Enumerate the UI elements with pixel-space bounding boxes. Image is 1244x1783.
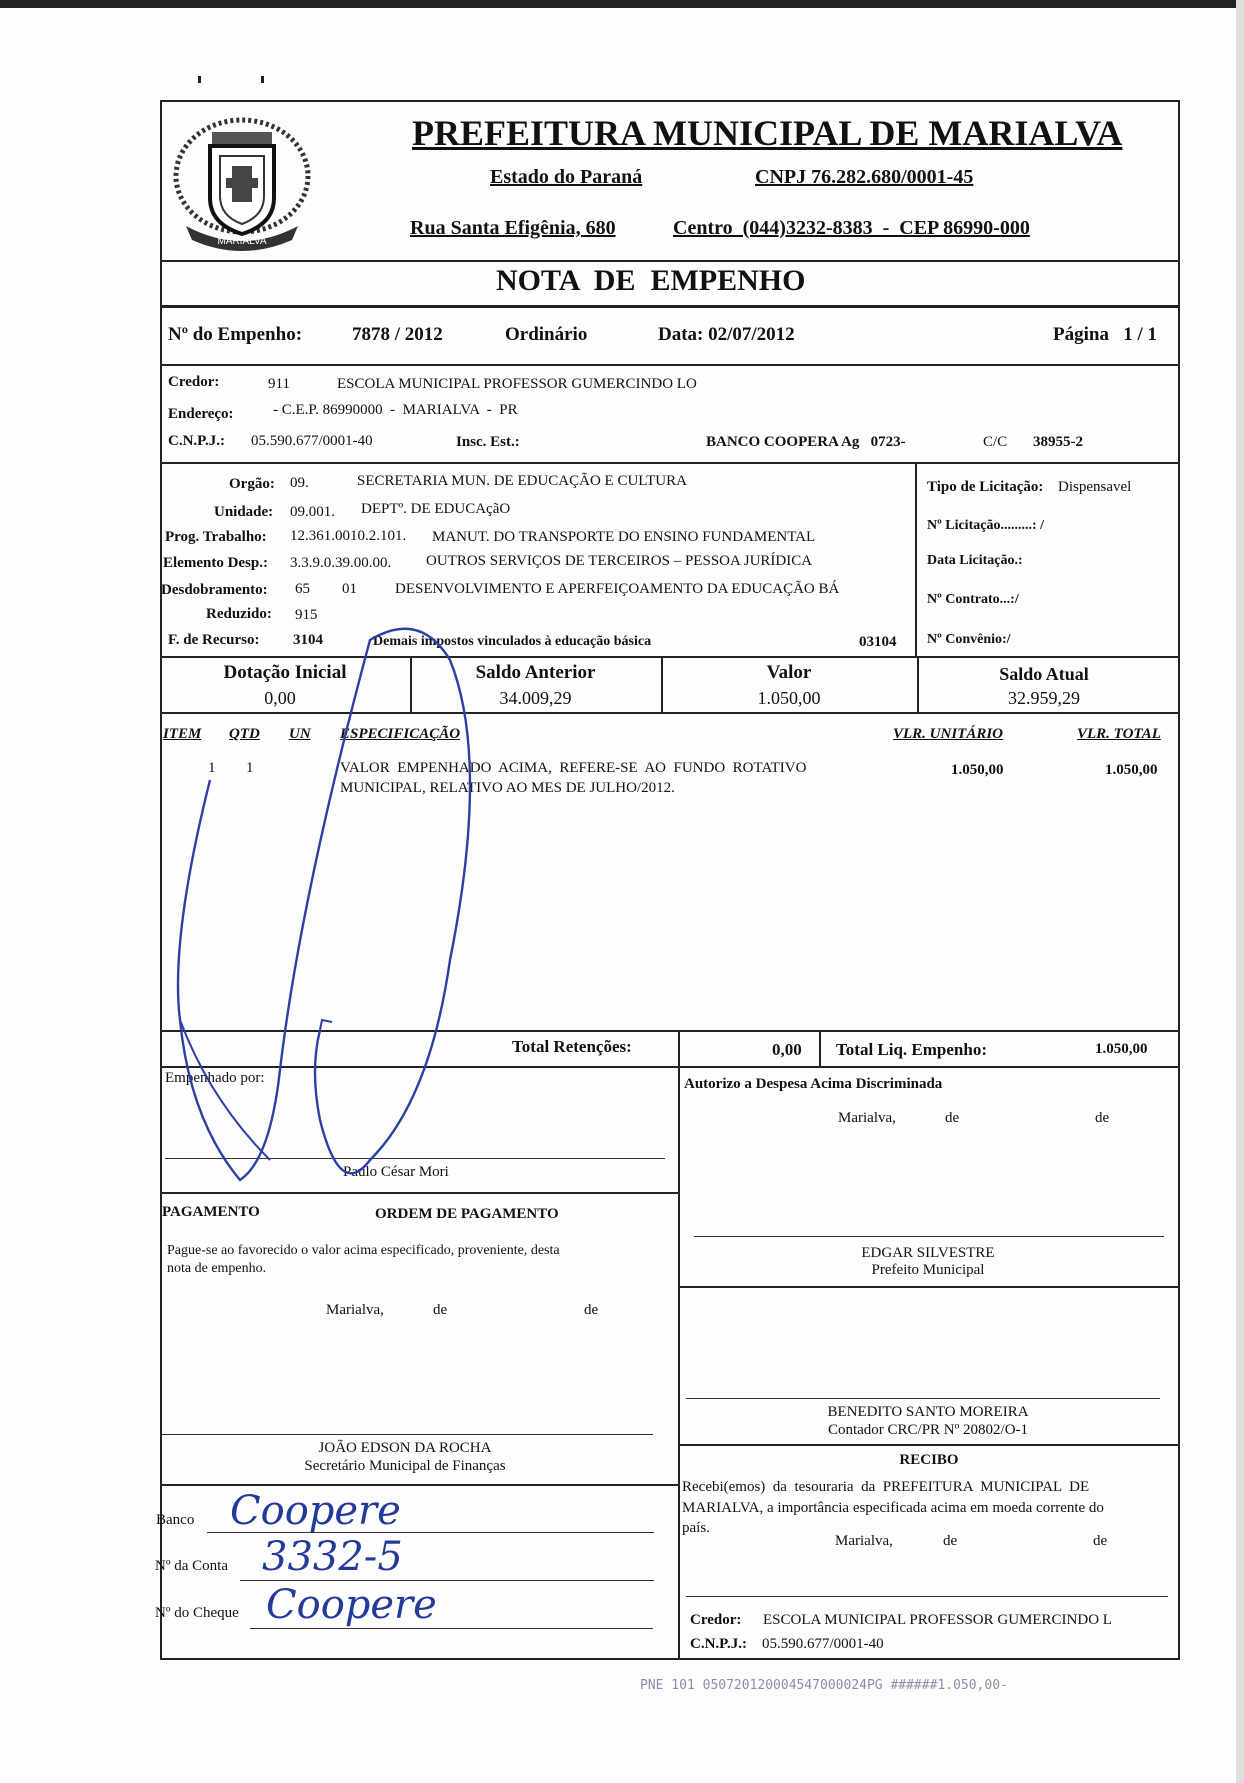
desdobramento-label: Desdobramento: (161, 582, 268, 598)
orgao-code: 09. (290, 475, 309, 491)
recibo-credor-value: ESCOLA MUNICIPAL PROFESSOR GUMERCINDO L (763, 1612, 1112, 1628)
empenho-date: Data: 02/07/2012 (658, 324, 795, 345)
prefeito-role: Prefeito Municipal (871, 1262, 985, 1278)
recibo-title: RECIBO (899, 1452, 959, 1468)
desdobramento-sub: 01 (342, 581, 357, 597)
recibo-cnpj-label: C.N.P.J.: (690, 1636, 747, 1652)
divider (160, 1484, 678, 1486)
pagamento-de-2: de (584, 1302, 599, 1318)
row-vlr-unitario: 1.050,00 (951, 762, 1004, 778)
row-vlr-total: 1.050,00 (1105, 762, 1158, 778)
recibo-text-1: Recebi(emos) da tesouraria da PREFEITURA MUNICIPAL DE (682, 1479, 1090, 1495)
divider (160, 305, 1180, 308)
autorizo-de-2: de (1095, 1110, 1110, 1126)
page-number: Página 1 / 1 (1053, 324, 1157, 345)
divider (819, 1030, 821, 1066)
prog-label: Prog. Trabalho: (165, 529, 267, 545)
fonte-num: 03104 (859, 634, 897, 650)
num-convenio: Nº Convênio:/ (927, 632, 1011, 647)
dotacao-inicial-label: Dotação Inicial (223, 662, 347, 683)
unidade-value: DEPTº. DE EDUCAçãO (361, 501, 511, 517)
bank-label: BANCO COOPERA Ag 0723- (706, 434, 906, 450)
state-label: Estado do Paraná (490, 166, 643, 188)
doc-title: NOTA DE EMPENHO (496, 264, 806, 297)
signature-line (686, 1596, 1168, 1597)
credor-code: 911 (268, 376, 290, 392)
endereco-value: - C.E.P. 86990000 - MARIALVA - PR (273, 402, 518, 418)
empenhado-name: Paulo César Mori (343, 1164, 449, 1180)
saldo-atual-value: 32.959,29 (1008, 688, 1080, 708)
ordem-pagamento-label: ORDEM DE PAGAMENTO (375, 1206, 559, 1222)
divider (160, 364, 1180, 366)
divider (678, 1066, 680, 1660)
saldo-atual-label: Saldo Atual (999, 664, 1089, 684)
reduzido-label: Reduzido: (206, 606, 272, 622)
autorizo-de-1: de (945, 1110, 960, 1126)
cheque-line (250, 1628, 653, 1629)
orgao-value: SECRETARIA MUN. DE EDUCAÇÃO E CULTURA (357, 473, 687, 489)
svg-text:MARIALVA: MARIALVA (217, 236, 267, 247)
banco-label: Banco (156, 1512, 195, 1528)
signature-line (686, 1398, 1160, 1399)
cheque-label: Nº do Cheque (155, 1605, 239, 1621)
total-liquido-label: Total Liq. Empenho: (836, 1040, 987, 1059)
secretario-role: Secretário Municipal de Finanças (304, 1458, 506, 1474)
coat-of-arms-icon (166, 106, 318, 258)
row-qtd: 1 (246, 760, 254, 776)
footer-code: PNE 101 050720120004547000024PG ######1.050,00- (640, 1678, 1008, 1693)
contador-name: BENEDITO SANTO MOREIRA (827, 1404, 1029, 1420)
recibo-credor-label: Credor: (690, 1612, 742, 1628)
signature-line (160, 1434, 653, 1435)
cnpj-credor-label: C.N.P.J.: (168, 433, 225, 449)
unidade-label: Unidade: (214, 504, 274, 520)
scan-mark (198, 76, 201, 83)
col-especificacao: ESPECIFICAÇÃO (340, 726, 461, 742)
recibo-cnpj-value: 05.590.677/0001-40 (762, 1636, 884, 1652)
total-retencoes-value: 0,00 (772, 1040, 802, 1059)
conta-line (240, 1580, 654, 1581)
recibo-city: Marialva, (835, 1533, 893, 1549)
recibo-text-3: país. (682, 1520, 710, 1536)
empenho-num: 7878 / 2012 (352, 324, 443, 345)
conta-handwritten: 3332-5 (262, 1534, 403, 1580)
row-desc-line1: VALOR EMPENHADO ACIMA, REFERE-SE AO FUNDO ROTATIVO (340, 760, 807, 776)
blue-signature-icon (150, 600, 570, 1200)
cnpj-credor-value: 05.590.677/0001-40 (251, 433, 373, 449)
valor-value: 1.050,00 (757, 688, 821, 708)
prog-value: MANUT. DO TRANSPORTE DO ENSINO FUNDAMENTAL (432, 529, 816, 545)
secretario-name: JOÃO EDSON DA ROCHA (318, 1440, 492, 1456)
recibo-text-2: MARIALVA, a importância especificada acima em moeda corrente do (682, 1500, 1104, 1516)
pagamento-text-2: nota de empenho. (167, 1261, 267, 1276)
divider (678, 1030, 680, 1066)
recibo-de-1: de (943, 1533, 958, 1549)
page-title: PREFEITURA MUNICIPAL DE MARIALVA (412, 113, 1123, 153)
num-contrato: Nº Contrato...:/ (927, 592, 1019, 607)
desdobramento-code: 65 (295, 581, 310, 597)
prog-code: 12.361.0010.2.101. (290, 528, 407, 544)
recibo-de-2: de (1093, 1533, 1108, 1549)
divider (915, 462, 917, 656)
fonte-label: F. de Recurso: (168, 632, 260, 648)
address-label: Rua Santa Efigênia, 680 (410, 217, 616, 239)
divider (678, 1444, 1180, 1446)
credor-name: ESCOLA MUNICIPAL PROFESSOR GUMERCINDO LO (337, 376, 697, 392)
pagamento-de-1: de (433, 1302, 448, 1318)
banco-handwritten: Coopere (230, 1488, 401, 1534)
num-licitacao: Nº Licitação.........: / (927, 518, 1044, 533)
empenho-num-label: Nº do Empenho: (168, 324, 303, 345)
col-vlr-unitario: VLR. UNITÁRIO (893, 726, 1004, 742)
endereco-label: Endereço: (168, 406, 234, 422)
contador-role: Contador CRC/PR Nº 20802/O-1 (827, 1422, 1029, 1438)
row-desc-line2: MUNICIPAL, RELATIVO AO MES DE JULHO/2012. (340, 780, 675, 796)
autorizo-label: Autorizo a Despesa Acima Discriminada (684, 1076, 943, 1092)
elemento-code: 3.3.9.0.39.00.00. (290, 555, 392, 571)
orgao-label: Orgão: (229, 476, 275, 492)
cheque-handwritten: Coopere (266, 1582, 437, 1628)
row-item: 1 (208, 760, 216, 776)
data-licitacao: Data Licitação.: (927, 553, 1023, 568)
pagamento-city: Marialva, (326, 1302, 384, 1318)
fonte-code: 3104 (293, 632, 323, 648)
pagamento-text-1: Pague-se ao favorecido o valor acima especificado, proveniente, desta (167, 1243, 560, 1258)
scan-edge-top (0, 0, 1244, 8)
col-qtd: QTD (229, 726, 260, 742)
prefeito-name: EDGAR SILVESTRE (861, 1245, 995, 1261)
valor-label: Valor (766, 662, 812, 683)
banco-line (207, 1532, 654, 1533)
cc-value: 38955-2 (1033, 434, 1083, 450)
reduzido-value: 915 (295, 607, 318, 623)
divider (160, 260, 1180, 262)
cc-label: C/C (983, 434, 1008, 450)
empenhado-label: Empenhado por: (165, 1070, 265, 1086)
pagamento-label: PAGAMENTO (162, 1204, 260, 1220)
col-item: ITEM (163, 726, 202, 742)
scan-edge-right (1236, 0, 1244, 1783)
saldo-anterior-label: Saldo Anterior (475, 662, 596, 683)
empenho-type: Ordinário (505, 324, 588, 345)
total-liquido-value: 1.050,00 (1095, 1041, 1148, 1057)
divider (678, 1286, 1180, 1288)
signature-line (694, 1236, 1164, 1237)
col-un: UN (289, 726, 311, 742)
credor-label: Credor: (168, 374, 220, 390)
autorizo-city: Marialva, (838, 1110, 896, 1126)
tipo-licitacao-value: Dispensavel (1058, 479, 1132, 495)
saldo-anterior-value: 34.009,29 (499, 688, 572, 708)
tipo-licitacao-label: Tipo de Licitação: (927, 479, 1044, 495)
total-retencoes-label: Total Retenções: (512, 1037, 632, 1056)
desdobramento-value: DESENVOLVIMENTO E APERFEIÇOAMENTO DA EDUCAÇÃO BÁ (395, 581, 840, 597)
conta-label: Nº da Conta (155, 1558, 228, 1574)
scan-mark (261, 76, 264, 83)
elemento-value: OUTROS SERVIÇOS DE TERCEIROS – PESSOA JURÍDICA (426, 553, 813, 569)
insc-est-label: Insc. Est.: (456, 434, 520, 450)
fonte-value: Demais impostos vinculados à educação básica (373, 634, 652, 649)
col-vlr-total: VLR. TOTAL (1077, 726, 1161, 742)
cnpj-label: CNPJ 76.282.680/0001-45 (755, 166, 974, 188)
elemento-label: Elemento Desp.: (163, 555, 268, 571)
district-phone-cep: Centro (044)3232-8383 - CEP 86990-000 (673, 217, 1030, 239)
divider (160, 462, 1180, 464)
unidade-code: 09.001. (290, 504, 335, 520)
dotacao-inicial-value: 0,00 (264, 688, 296, 708)
